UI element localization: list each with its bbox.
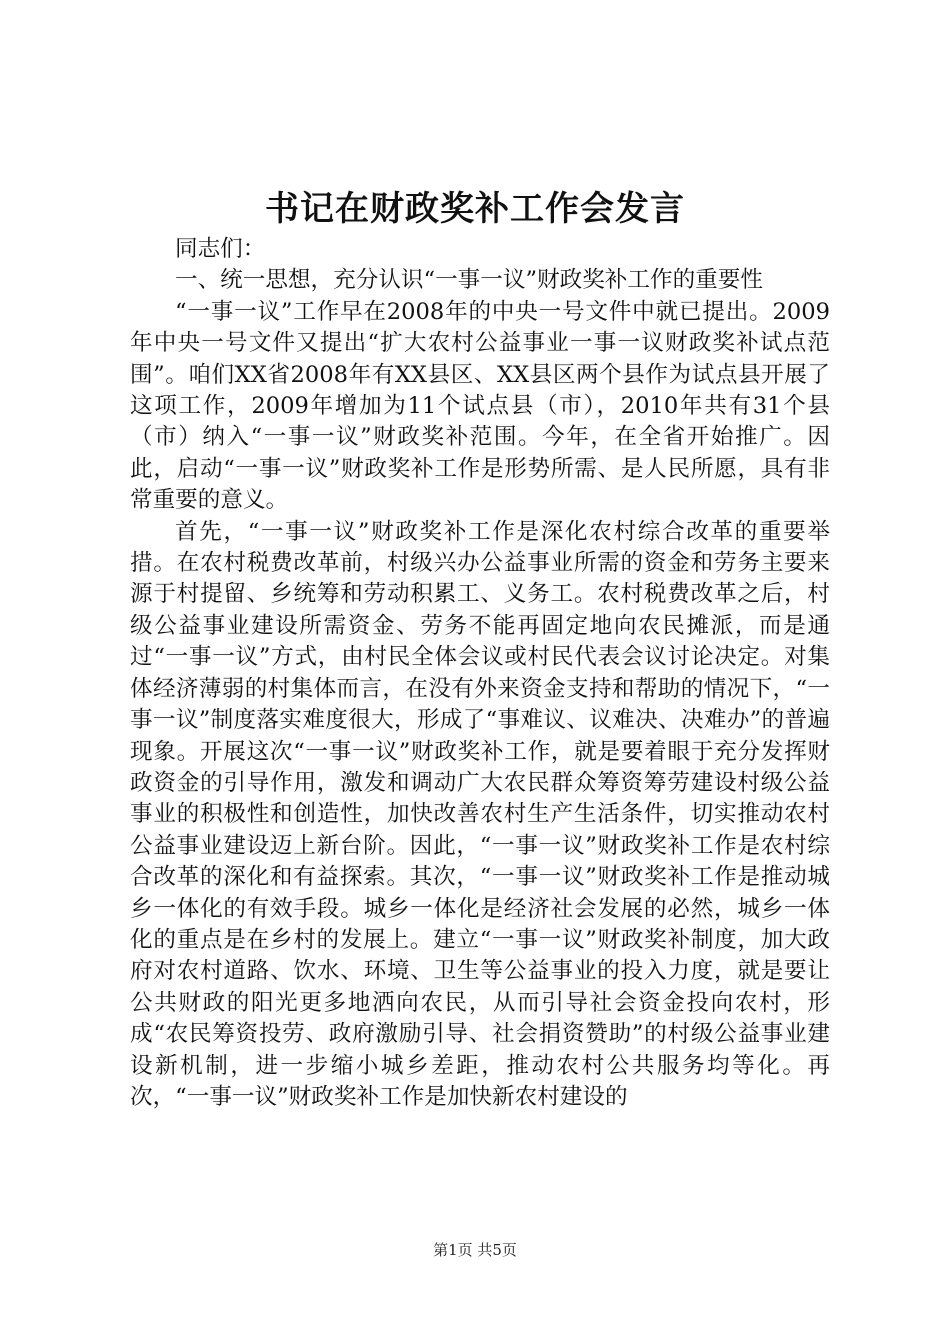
salutation-paragraph: 同志们： [175,236,266,262]
document-title: 书记在财政奖补工作会发言 [265,189,685,229]
body-paragraph: 首先，“一事一议”财政奖补工作是深化农村综合改革的重要举措。在农村税费改革前，村级兴办公益事业所需的资金和劳务主要来源于村提留、乡统筹和劳动积累工、义务工。农村税费改革之后，村级公益事业建设所需资金、劳务不能再固定地向农民摊派，而是通过“一事一议”方式，由村民全体会议或村民代表会议讨论决定。对集体经济薄弱的村集体而言，在没有外来资金支持和帮助的情况下，“一事一议”制度落实难度很大，形成了“事难议、议难决、决难办”的普遍现象。开展这次“一事一议”财政奖补工作，就是要着眼于充分发挥财政资金的引导作用，激发和调动广大农民群众筹资筹劳建设村级公益事业的积极性和创造性，加快改善农村生产生活条件，切实推动农村公益事业建设迈上新台阶。因此，“一事一议”财政奖补工作是农村综合改革的深化和有益探索。其次，“一事一议”财政奖补工作是推动城乡一体化的有效手段。城乡一体化是经济社会发展的必然，城乡一体化的重点是在乡村的发展上。建立“一事一议”财政奖补制度，加大政府对农村道路、饮水、环境、卫生等公益事业的投入力度，就是要让公共财政的阳光更多地洒向农民，从而引导社会资金投向农村，形成“农民筹资投劳、政府激励引导、社会捐资赞助”的村级公益事业建设新机制，进一步缩小城乡差距，推动农村公共服务均等化。再次，“一事一议”财政奖补工作是加快新农村建设的 [130,518,830,1110]
section-heading-paragraph: 一、统一思想，充分认识“一事一议”财政奖补工作的重要性 [175,267,763,294]
body-paragraph: “一事一议”工作早在2008年的中央一号文件中就已提出。2009年中央一号文件又提出“扩大农村公益事业一事一议财政奖补试点范围”。咱们XX省2008年有XX县区、XX县区两个县作为试点县开展了这项工作，2009年增加为11个试点县（市），2010年共有31个县（市）纳入“一事一议”财政奖补范围。今年，在全省开始推广。因此，启动“一事一议”财政奖补工作是形势所需、是人民所愿，具有非常重要的意义。 [130,298,830,514]
document-body [130,234,830,1113]
page-footer: 第1页 共5页 [433,1241,517,1259]
